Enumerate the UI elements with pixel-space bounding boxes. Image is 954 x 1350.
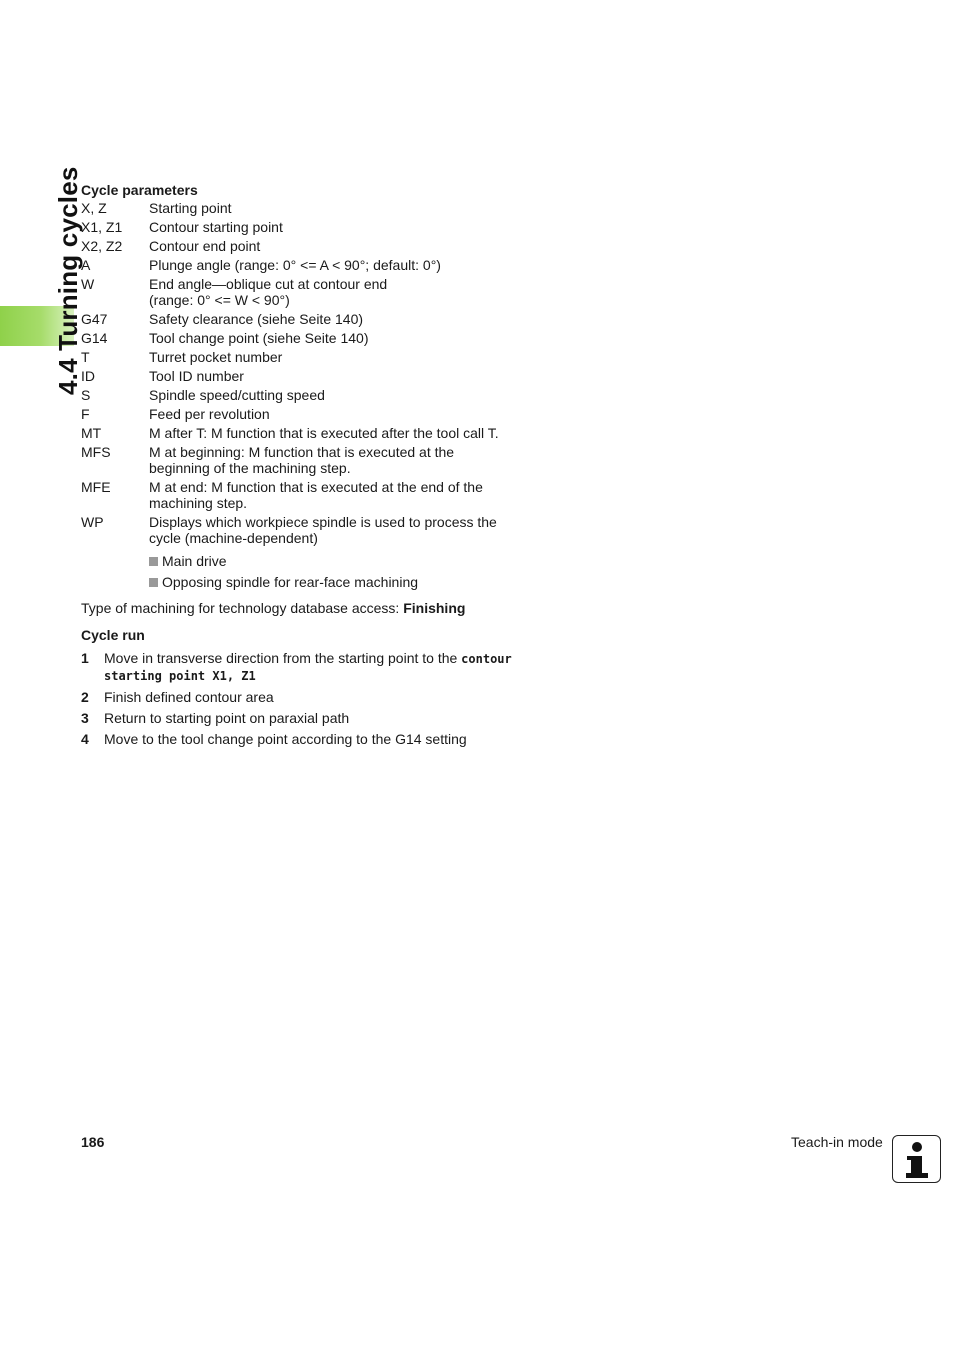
parameter-description: Contour starting point <box>149 219 283 235</box>
parameter-name: G47 <box>81 311 108 327</box>
square-bullet-icon <box>149 557 158 566</box>
step-text: Move to the tool change point according to the G14 setting <box>104 731 467 747</box>
parameter-name: G14 <box>81 330 108 346</box>
parameter-description-line: machining step. <box>149 495 248 511</box>
mode-label: Teach-in mode <box>791 1134 883 1150</box>
parameter-description: Tool change point (siehe Seite 140) <box>149 330 369 346</box>
parameter-name: S <box>81 387 91 403</box>
parameter-description: Starting point <box>149 200 232 216</box>
step-item <box>81 650 531 684</box>
step-text: Finish defined contour area <box>104 689 274 705</box>
parameter-name: MFE <box>81 479 111 495</box>
parameter-row <box>81 330 531 346</box>
machining-type-line <box>81 600 531 616</box>
list-item <box>149 574 531 590</box>
page-number: 186 <box>81 1134 105 1150</box>
parameter-name: MFS <box>81 444 111 460</box>
parameter-row <box>81 387 531 403</box>
parameter-description-line: beginning of the machining step. <box>149 460 351 476</box>
parameter-list <box>81 200 531 546</box>
step-text: Return to starting point on paraxial path <box>104 710 350 726</box>
parameter-description-line: M at beginning: M function that is executed at the <box>149 444 455 460</box>
parameter-name: W <box>81 276 95 292</box>
chapter-title: 4.4 Turning cycles <box>53 166 83 395</box>
parameter-row <box>81 200 531 216</box>
info-icon-dot <box>912 1142 922 1152</box>
square-bullet-icon <box>149 578 158 587</box>
parameter-name: X1, Z1 <box>81 219 123 235</box>
parameter-row <box>81 479 531 511</box>
parameter-description-line: End angle—oblique cut at contour end <box>149 276 388 292</box>
info-icon-base <box>906 1173 928 1178</box>
step-code: contour <box>461 652 512 666</box>
parameter-name: ID <box>81 368 95 384</box>
parameter-description <box>149 479 531 511</box>
parameter-description-line: M at end: M function that is executed at the end of the <box>149 479 483 495</box>
parameter-row <box>81 238 531 254</box>
step-number: 1 <box>81 650 89 666</box>
parameter-description: Contour end point <box>149 238 261 254</box>
step-text <box>104 650 531 684</box>
machining-type-value: Finishing <box>403 600 466 616</box>
parameter-name: F <box>81 406 90 422</box>
parameter-name: MT <box>81 425 102 441</box>
parameter-description-line: cycle (machine-dependent) <box>149 530 318 546</box>
list-item-text: Main drive <box>162 553 227 569</box>
parameter-description <box>149 444 531 476</box>
parameter-description <box>149 276 531 308</box>
parameter-row <box>81 425 531 441</box>
parameter-row <box>81 444 531 476</box>
parameter-description-line: (range: 0° <= W < 90°) <box>149 292 290 308</box>
parameter-description: M after T: M function that is executed after the tool call T. <box>149 425 499 441</box>
step-number: 3 <box>81 710 89 726</box>
parameter-name: A <box>81 257 91 273</box>
cycle-run-steps <box>81 650 531 747</box>
parameter-row <box>81 368 531 384</box>
spindle-option-list <box>149 553 531 590</box>
machining-type-label: Type of machining for technology database access: <box>81 600 404 616</box>
parameter-description: Safety clearance (siehe Seite 140) <box>149 311 364 327</box>
parameter-description: Spindle speed/cutting speed <box>149 387 325 403</box>
parameter-name: X, Z <box>81 200 107 216</box>
parameter-name: T <box>81 349 90 365</box>
step-item <box>81 710 531 726</box>
parameter-description: Tool ID number <box>149 368 244 384</box>
parameter-row <box>81 514 531 546</box>
parameter-name: X2, Z2 <box>81 238 123 254</box>
parameter-description <box>149 514 531 546</box>
parameter-description: Turret pocket number <box>149 349 283 365</box>
parameter-row <box>81 257 531 273</box>
parameter-description: Plunge angle (range: 0° <= A < 90°; default: 0°) <box>149 257 441 273</box>
list-item <box>149 553 531 569</box>
step-number: 4 <box>81 731 89 747</box>
list-item-text: Opposing spindle for rear-face machining <box>162 574 419 590</box>
parameter-row <box>81 406 531 422</box>
cycle-parameters-heading: Cycle parameters <box>81 182 198 198</box>
step-item <box>81 689 531 705</box>
parameter-description-line: Displays which workpiece spindle is used to process the <box>149 514 497 530</box>
cycle-run-heading: Cycle run <box>81 627 145 643</box>
info-icon <box>892 1135 941 1183</box>
parameter-row <box>81 311 531 327</box>
step-item <box>81 731 531 747</box>
step-text-content: Move in transverse direction from the starting point to the <box>104 650 462 666</box>
step-code: starting point X1, Z1 <box>104 669 256 683</box>
step-number: 2 <box>81 689 89 705</box>
parameter-row <box>81 276 531 308</box>
parameter-name: WP <box>81 514 104 530</box>
parameter-row <box>81 219 531 235</box>
parameter-description: Feed per revolution <box>149 406 270 422</box>
parameter-row <box>81 349 531 365</box>
main-content <box>81 181 531 752</box>
